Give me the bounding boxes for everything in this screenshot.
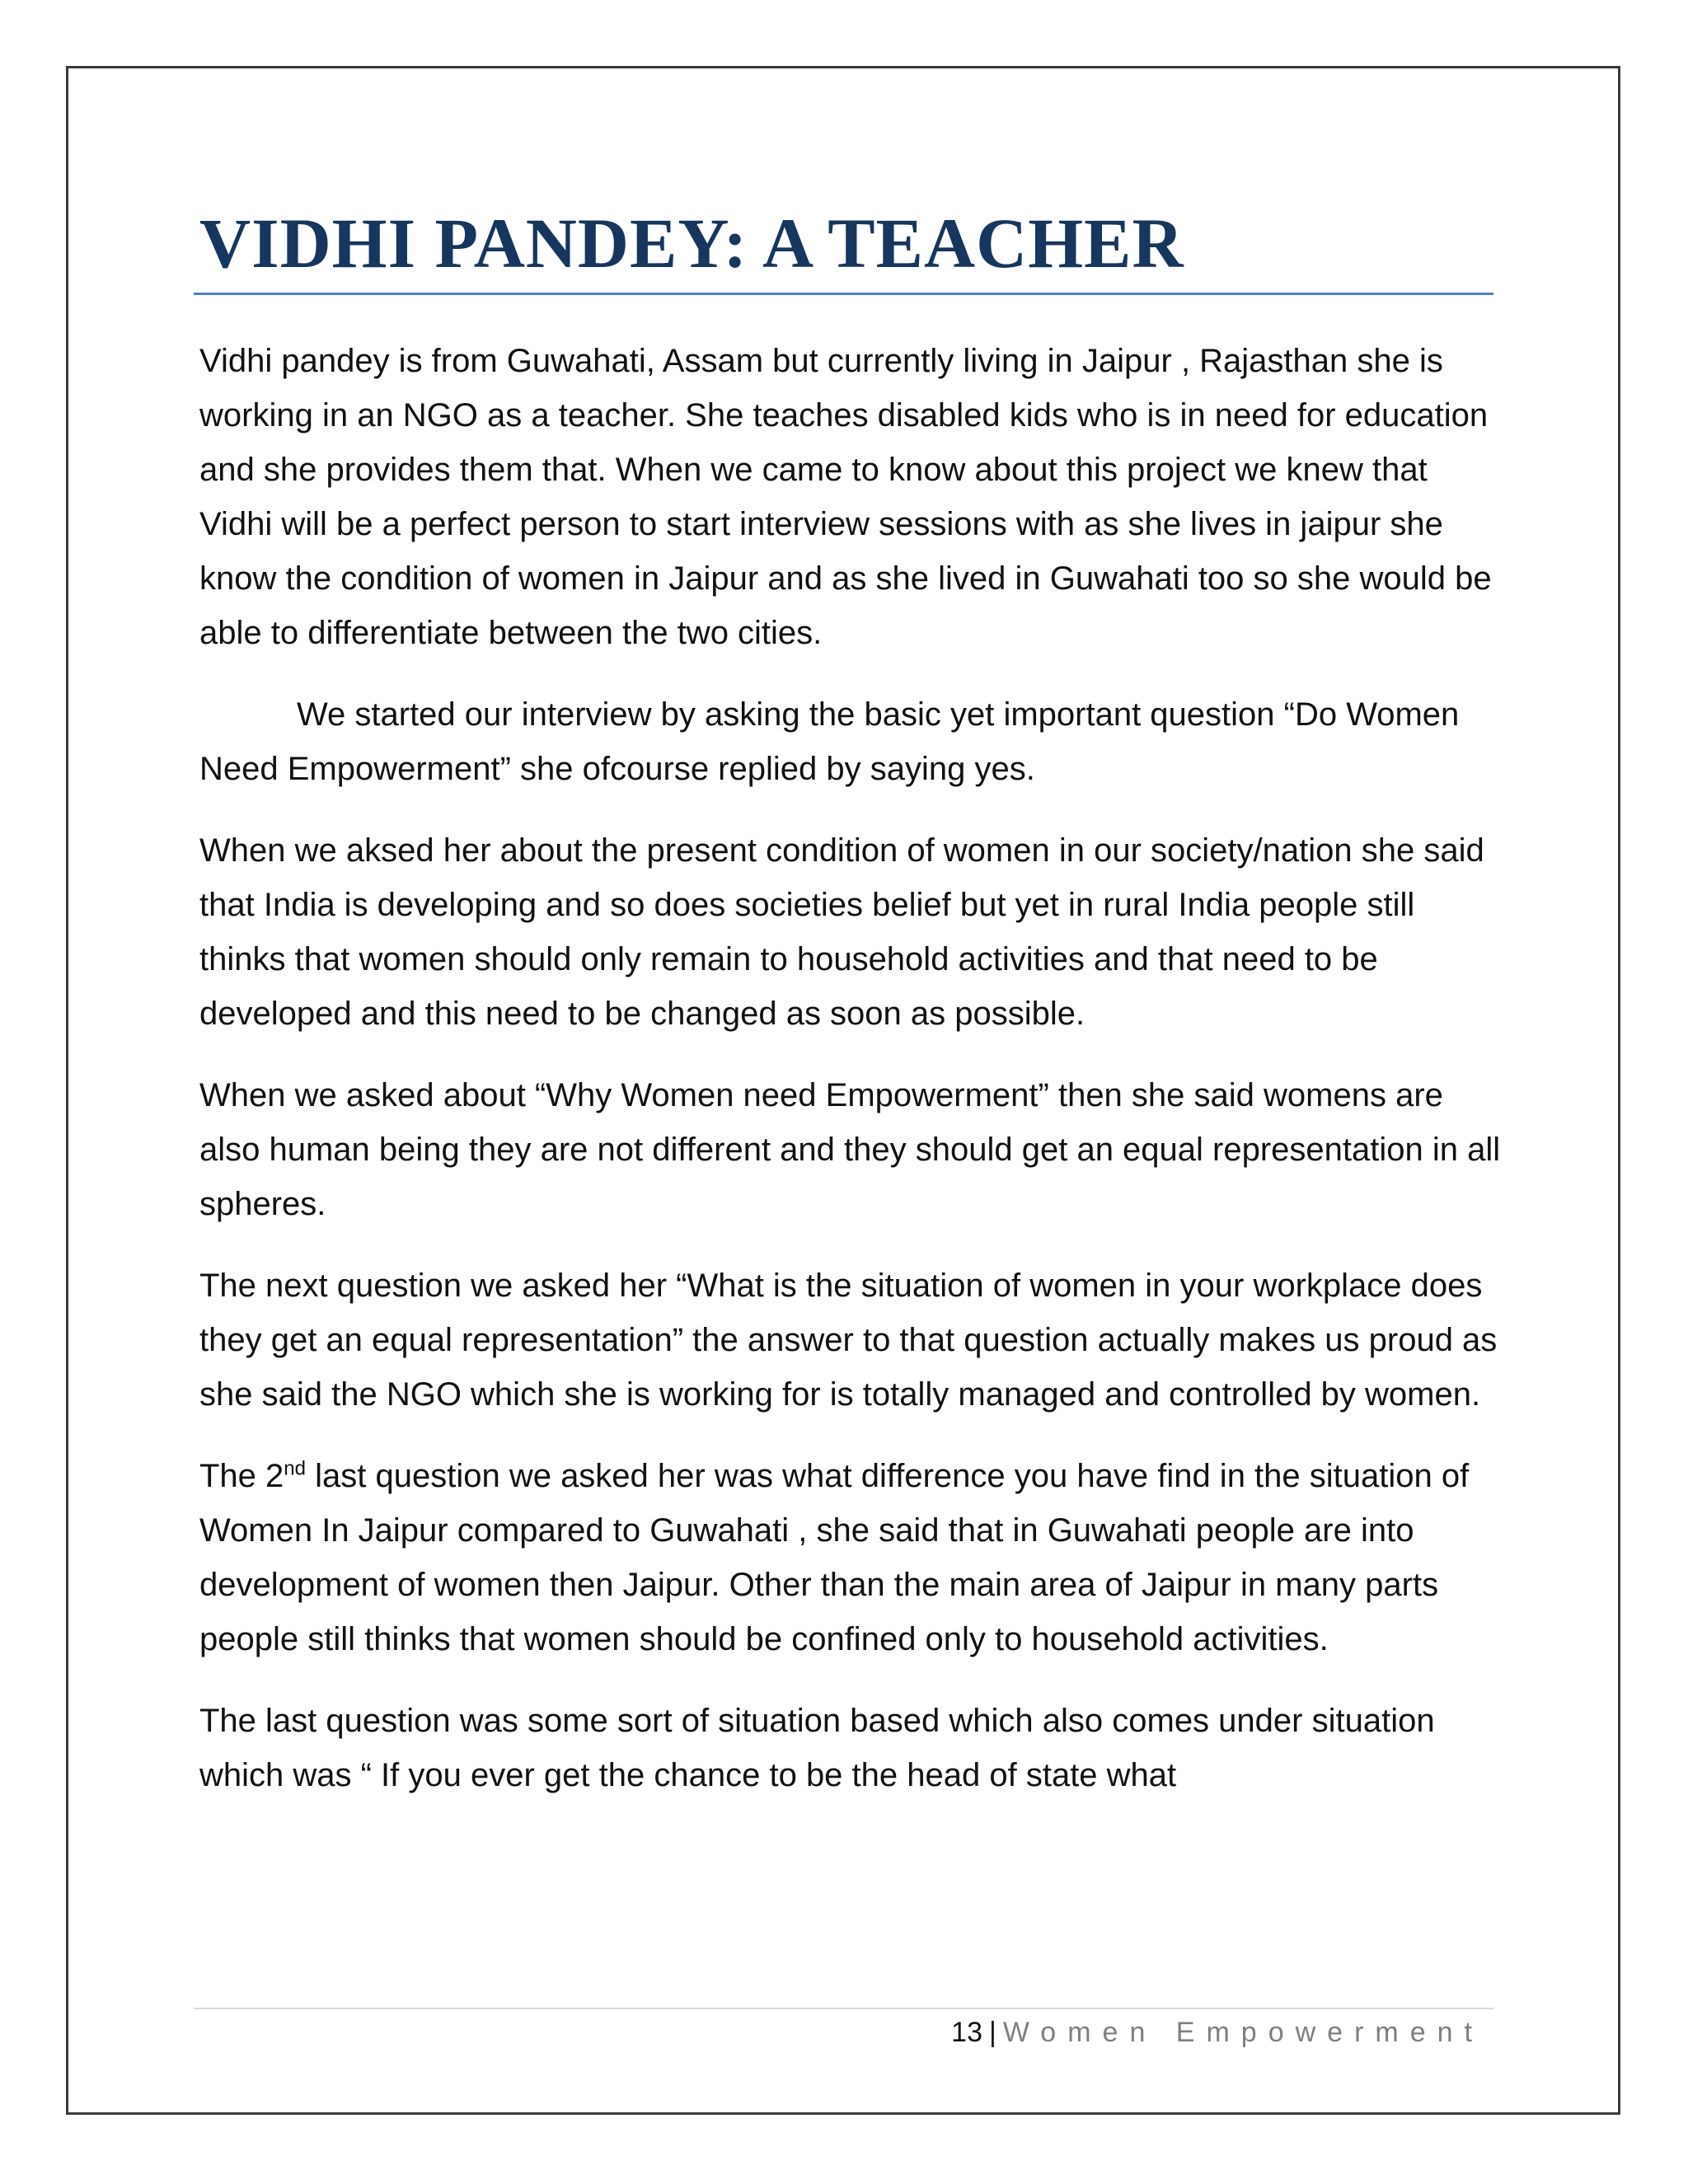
paragraph-3: When we aksed her about the present condition of women in our society/nation she said that India is developing and so does societies belief but yet in rural India people still thinks that women should only remain to household activities and that need to be developed and this need to be changed as soon as possible. bbox=[199, 832, 1484, 1032]
running-title: Women Empowerment bbox=[1002, 2017, 1484, 2048]
paragraph-6-rest: last question we asked her was what difference you have find in the situation of Women In Jaipur compared to Guwahati , she said that in Guwahati people are into development of women then Jaipur. Other than the main area of Jaipur in many parts people still thinks that women should be confined only to household activities. bbox=[199, 1458, 1470, 1657]
page-title: VIDHI PANDEY: A TEACHER bbox=[199, 204, 1184, 283]
paragraph-4: When we asked about “Why Women need Empowerment” then she said womens are also human being they are not different and they should get an equal representation in all spheres. bbox=[199, 1077, 1501, 1222]
footer-separator: | bbox=[988, 2017, 996, 2048]
paragraph-1: Vidhi pandey is from Guwahati, Assam but currently living in Jaipur , Rajasthan she is working in an NGO as a teacher. She teaches disabled kids who is in need for education and she provides them that. When we came to know about this project we knew that Vidhi will be a perfect person to start interview sessions with as she lives in jaipur she know the condition of women in Jaipur and as she lived in Guwahati too so she would be able to differentiate between the two cities. bbox=[199, 343, 1492, 651]
body-text bbox=[199, 334, 1506, 1830]
footer-rule bbox=[194, 2008, 1493, 2009]
paragraph-6 bbox=[199, 1449, 1506, 1666]
paragraph-7: The last question was some sort of situation based which also comes under situation which was “ If you ever get the chance to be the head of state what bbox=[199, 1703, 1435, 1793]
ordinal-superscript: nd bbox=[284, 1457, 306, 1480]
page-number: 13 bbox=[951, 2017, 982, 2048]
paragraph-2: We started our interview by asking the basic yet important question “Do Women Need Empowerment” she ofcourse replied by saying yes. bbox=[199, 696, 1460, 787]
paragraph-5: The next question we asked her “What is the situation of women in your workplace does they get an equal representation” the answer to that question actually makes us proud as she said the NGO which she is working for is totally managed and controlled by women. bbox=[199, 1268, 1498, 1413]
page-header bbox=[199, 198, 1493, 288]
title-underline bbox=[194, 293, 1493, 295]
page-footer bbox=[951, 2014, 1484, 2050]
paragraph-6-prefix: The 2 bbox=[199, 1458, 284, 1494]
